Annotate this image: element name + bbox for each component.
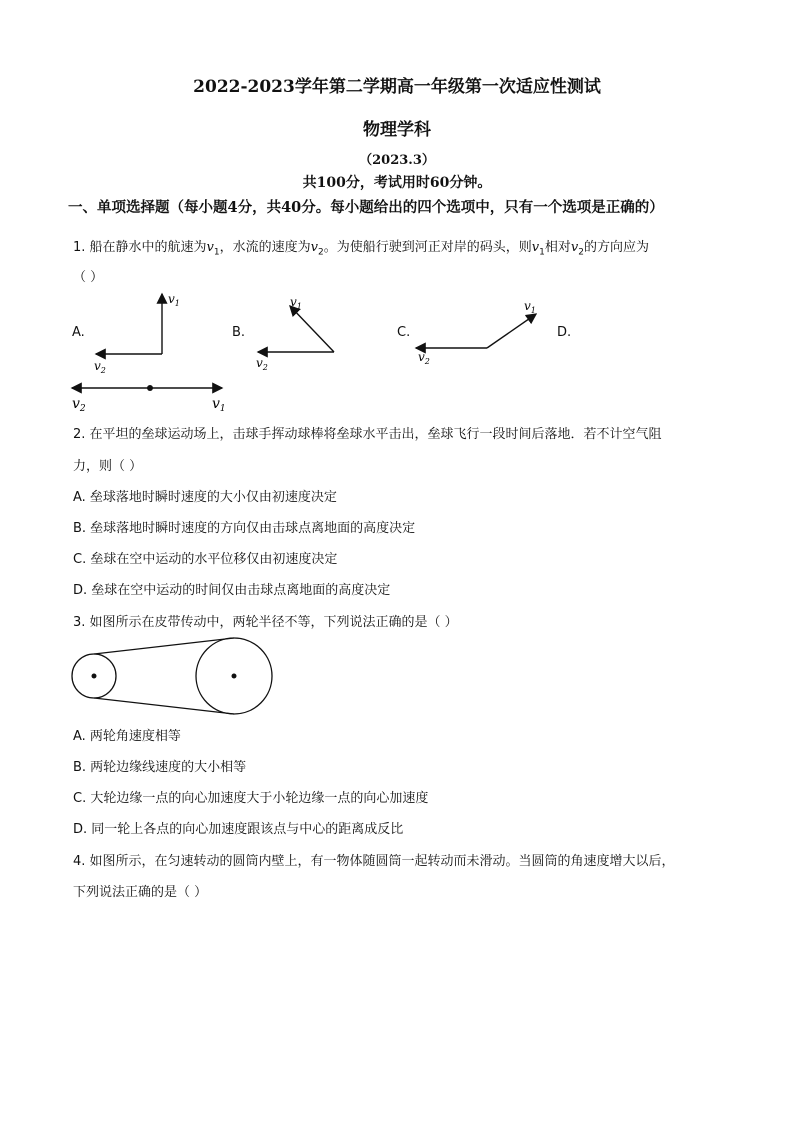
q1-diagram-d (66, 376, 236, 412)
subject-title: 物理学科 (363, 120, 431, 140)
vector-v1 (290, 306, 334, 352)
q1-option-a-label[interactable]: A. (72, 325, 85, 340)
q1-diagram-c (412, 296, 542, 366)
q2-option-c[interactable]: C. 垒球在空中运动的水平位移仅由初速度决定 (73, 552, 338, 567)
exam-title: 2022-2023学年第二学期高一年级第一次适应性测试 (193, 77, 601, 97)
section-heading: 一、单项选择题（每小题4分，共40分。每小题给出的四个选项中，只有一个选项是正确的） (68, 199, 664, 216)
large-wheel-center (232, 674, 237, 679)
question-1-bracket: （ ） (73, 270, 104, 285)
q2-option-a[interactable]: A. 垒球落地时瞬时速度的大小仅由初速度决定 (73, 490, 337, 505)
belt-top (94, 638, 234, 654)
q1-option-b-label[interactable]: B. (232, 325, 246, 340)
label-v2: $v_2$ (72, 396, 86, 412)
question-4-line1: 4. 如图所示，在匀速转动的圆筒内壁上，有一物体随圆筒一起转动而未滑动。当圆筒的角速度增大以后， (73, 854, 675, 869)
q1-option-c-label[interactable]: C. (397, 325, 411, 340)
q3-option-b[interactable]: B. 两轮边缘线速度的大小相等 (73, 760, 247, 775)
q2-option-d[interactable]: D. 垒球在空中运动的时间仅由击球点离地面的高度决定 (73, 583, 391, 598)
label-v1: $v_1$ (290, 295, 302, 311)
label-v1: $v_1$ (524, 299, 536, 315)
q1-diagram-b (250, 292, 345, 372)
label-v1: $v_1$ (212, 396, 226, 412)
question-1-stem: 1. 船在静水中的航速为$v_1$，水流的速度为$v_2$。为使船行驶到河正对岸的码头，则$v_1$相对$v_2$的方向应为 (73, 240, 649, 258)
q3-option-a[interactable]: A. 两轮角速度相等 (73, 729, 181, 744)
vector-v1 (487, 314, 536, 348)
belt-drive-diagram (68, 634, 278, 718)
label-v2: $v_2$ (94, 359, 106, 374)
q2-option-b[interactable]: B. 垒球落地时瞬时速度的方向仅由击球点离地面的高度决定 (73, 521, 416, 536)
question-4-line2: 下列说法正确的是（ ） (73, 885, 208, 900)
question-3-stem: 3. 如图所示在皮带传动中，两轮半径不等，下列说法正确的是（ ） (73, 615, 458, 630)
score-time: 共100分，考试用时60分钟。 (302, 175, 492, 191)
label-v1: $v_1$ (168, 292, 180, 308)
question-2-line2: 力，则（ ） (73, 459, 143, 474)
origin-dot (147, 385, 153, 391)
question-2-line1: 2. 在平坦的垒球运动场上，击球手挥动球棒将垒球水平击出，垒球飞行一段时间后落地．若不计空气阻 (73, 427, 662, 442)
q1-diagram-a (88, 288, 198, 374)
label-v2: $v_2$ (256, 356, 268, 372)
exam-date: （2023.3） (359, 153, 435, 168)
label-v2: $v_2$ (418, 350, 430, 366)
belt-bottom (94, 698, 234, 714)
small-wheel-center (92, 674, 97, 679)
q3-option-d[interactable]: D. 同一轮上各点的向心加速度跟该点与中心的距离成反比 (73, 822, 404, 837)
q1-option-d-label[interactable]: D. (557, 325, 572, 340)
q3-option-c[interactable]: C. 大轮边缘一点的向心加速度大于小轮边缘一点的向心加速度 (73, 791, 429, 806)
